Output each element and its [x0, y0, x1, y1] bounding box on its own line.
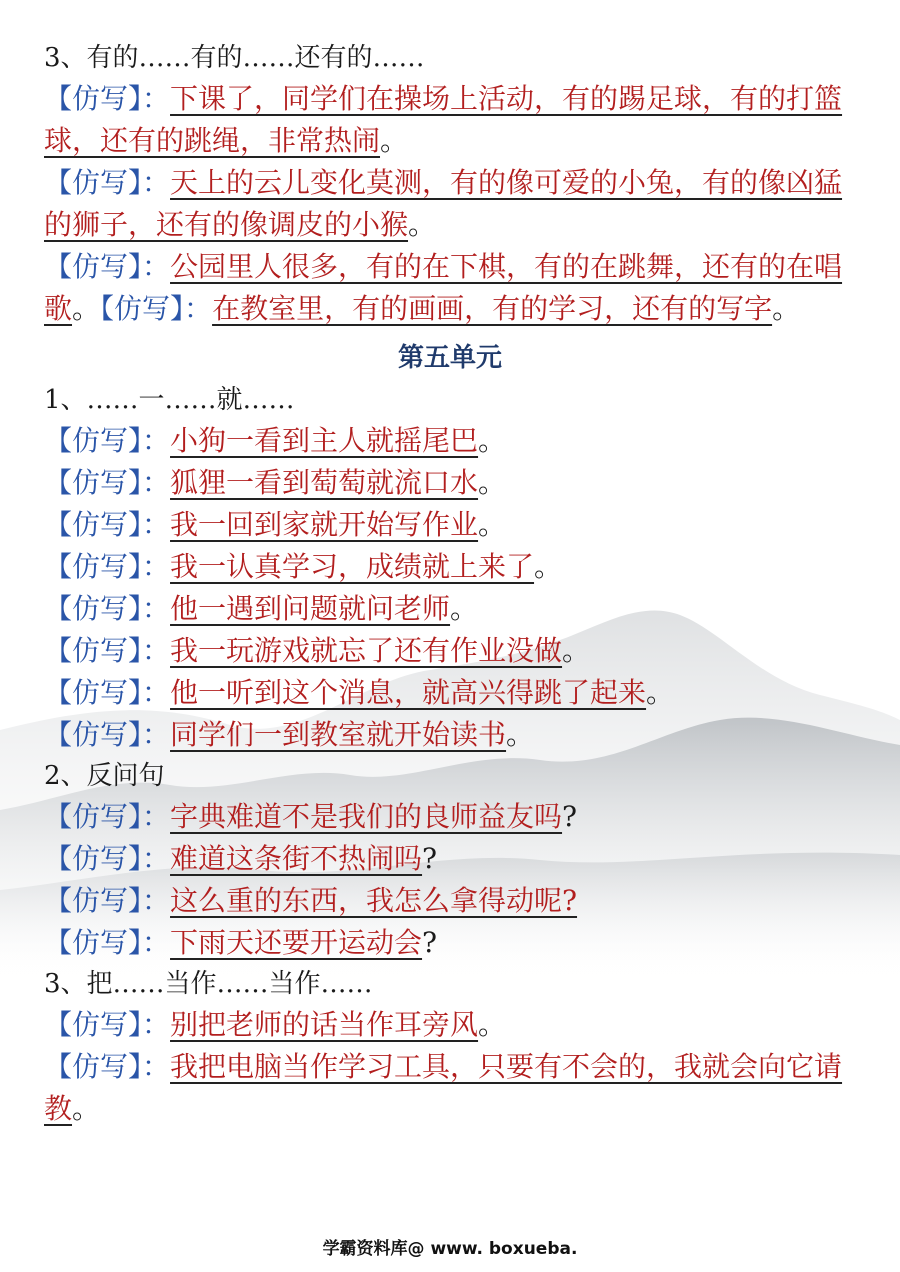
- imitation-tag: 【仿写】: [44, 592, 143, 625]
- imitation-sentence: 【仿写】：这么重的东西，我怎么拿得动呢?: [44, 884, 578, 917]
- imitation-sentence: 【仿写】：下雨天还要开运动会?: [44, 926, 438, 959]
- footer-watermark: 学霸资料库@ www. boxueba.: [322, 1239, 578, 1259]
- answer-text: 同学们一到教室就开始读书: [170, 718, 507, 751]
- imitation-sentence: 【仿写】：别把老师的话当作耳旁风。: [44, 1008, 507, 1041]
- imitation-sentence: 【仿写】：同学们一到教室就开始读书。: [44, 718, 535, 751]
- imitation-sentence: 【仿写】：天上的云儿变化莫测，有的像可爱的小兔，有的像凶猛的狮子，还有的像调皮的小猴。: [44, 166, 843, 241]
- imitation-tag: 【仿写】: [44, 550, 143, 583]
- answer-text: 别把老师的话当作耳旁风: [170, 1008, 479, 1041]
- imitation-sentence: 【仿写】：公园里人很多，有的在下棋，有的在跳舞，还有的在唱歌。【仿写】：在教室里，有的画画，有的学习，还有的写字。: [44, 250, 843, 325]
- imitation-sentence: 【仿写】：他一遇到问题就问老师。: [44, 592, 479, 625]
- imitation-sentence: 【仿写】：小狗一看到主人就摇尾巴。: [44, 424, 507, 457]
- imitation-sentence: 【仿写】：我一认真学习，成绩就上来了。: [44, 550, 563, 583]
- imitation-tag: 【仿写】: [44, 884, 143, 917]
- answer-text: 公园里人很多，有的在下棋，有的在跳舞，还有的在唱歌: [44, 250, 843, 325]
- section-heading: 3、把……当作……当作……: [44, 969, 373, 999]
- answer-text: 天上的云儿变化莫测，有的像可爱的小兔，有的像凶猛的狮子，还有的像调皮的小猴: [44, 166, 843, 241]
- answer-text: 我一认真学习，成绩就上来了: [170, 550, 535, 583]
- imitation-tag: 【仿写】: [44, 166, 143, 199]
- answer-text: 这么重的东西，我怎么拿得动呢?: [170, 884, 578, 917]
- imitation-tag: 【仿写】: [44, 250, 143, 283]
- imitation-tag: 【仿写】: [44, 466, 143, 499]
- imitation-tag: 【仿写】: [44, 800, 143, 833]
- answer-text: 小狗一看到主人就摇尾巴: [170, 424, 479, 457]
- imitation-tag: 【仿写】: [44, 424, 143, 457]
- imitation-tag: 【仿写】: [44, 82, 143, 115]
- imitation-tag: 【仿写】: [44, 1050, 143, 1083]
- imitation-tag: 【仿写】: [44, 676, 143, 709]
- imitation-sentence: 【仿写】：我把电脑当作学习工具，只要有不会的，我就会向它请教。: [44, 1050, 843, 1125]
- section-heading: 3、有的……有的……还有的……: [44, 43, 425, 73]
- imitation-tag: 【仿写】: [44, 634, 143, 667]
- answer-text: 我把电脑当作学习工具，只要有不会的，我就会向它请教: [44, 1050, 843, 1125]
- section-heading: 1、……一……就……: [44, 385, 295, 415]
- imitation-tag: 【仿写】: [44, 508, 143, 541]
- answer-text: 下课了，同学们在操场上活动，有的踢足球，有的打篮球，还有的跳绳，非常热闹: [44, 82, 843, 157]
- answer-text: 他一听到这个消息，就高兴得跳了起来: [170, 676, 647, 709]
- answer-text: 在教室里，有的画画，有的学习，还有的写字: [212, 292, 773, 325]
- answer-text: 字典难道不是我们的良师益友吗: [170, 800, 563, 833]
- imitation-tag: 【仿写】: [44, 926, 143, 959]
- answer-text: 狐狸一看到萄萄就流口水: [170, 466, 479, 499]
- imitation-sentence: 【仿写】：难道这条街不热闹吗?: [44, 842, 438, 875]
- section-heading: 2、反问句: [44, 761, 165, 791]
- answer-text: 我一玩游戏就忘了还有作业没做: [170, 634, 563, 667]
- answer-text: 难道这条街不热闹吗: [170, 842, 423, 875]
- imitation-sentence: 【仿写】：字典难道不是我们的良师益友吗?: [44, 800, 578, 833]
- answer-text: 下雨天还要开运动会: [170, 926, 423, 959]
- imitation-tag: 【仿写】: [44, 718, 143, 751]
- imitation-tag: 【仿写】: [44, 842, 143, 875]
- imitation-sentence: 【仿写】：狐狸一看到萄萄就流口水。: [44, 466, 507, 499]
- imitation-sentence: 【仿写】：我一玩游戏就忘了还有作业没做。: [44, 634, 591, 667]
- imitation-sentence: 【仿写】：下课了，同学们在操场上活动，有的踢足球，有的打篮球，还有的跳绳，非常热闹。: [44, 82, 843, 157]
- unit-title: 第五单元: [397, 343, 502, 373]
- imitation-tag: 【仿写】: [44, 1008, 143, 1041]
- answer-text: 他一遇到问题就问老师: [170, 592, 451, 625]
- imitation-sentence: 【仿写】：他一听到这个消息，就高兴得跳了起来。: [44, 676, 675, 709]
- imitation-tag: 【仿写】: [100, 292, 185, 325]
- answer-text: 我一回到家就开始写作业: [170, 508, 479, 541]
- imitation-sentence: 【仿写】：我一回到家就开始写作业。: [44, 508, 507, 541]
